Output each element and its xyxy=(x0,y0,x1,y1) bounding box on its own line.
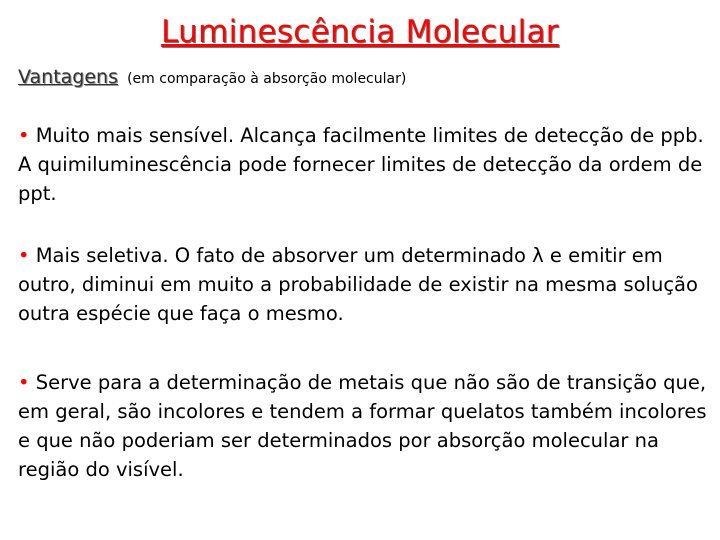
bullet-point-selectivity xyxy=(18,241,710,328)
bullet-point-sensitivity xyxy=(18,121,710,208)
bullet-icon: • xyxy=(18,124,30,147)
subtitle-main: Vantagens xyxy=(18,66,118,88)
subtitle-note: (em comparação à absorção molecular) xyxy=(127,71,407,87)
bullet-icon: • xyxy=(18,371,30,394)
bullet-point-metals xyxy=(18,368,710,484)
page-title: Luminescência Molecular xyxy=(161,14,559,50)
bullet-text: Mais seletiva. O fato de absorver um determinado λ e emitir em outro, diminui em muito a probabilidade de existir na mesma solução outra espécie que faça o mesmo. xyxy=(18,244,698,325)
bullet-icon: • xyxy=(18,244,30,267)
subtitle xyxy=(18,66,406,88)
bullet-text: Serve para a determinação de metais que não são de transição que, em geral, são incolores e tendem a formar quelatos também incolores e que não poderiam ser determinados por absorção molecular na região do visível. xyxy=(18,371,707,481)
bullet-text: Muito mais sensível. Alcança facilmente limites de detecção de ppb. A quimiluminescência pode fornecer limites de detecção da ordem de ppt. xyxy=(18,124,704,205)
